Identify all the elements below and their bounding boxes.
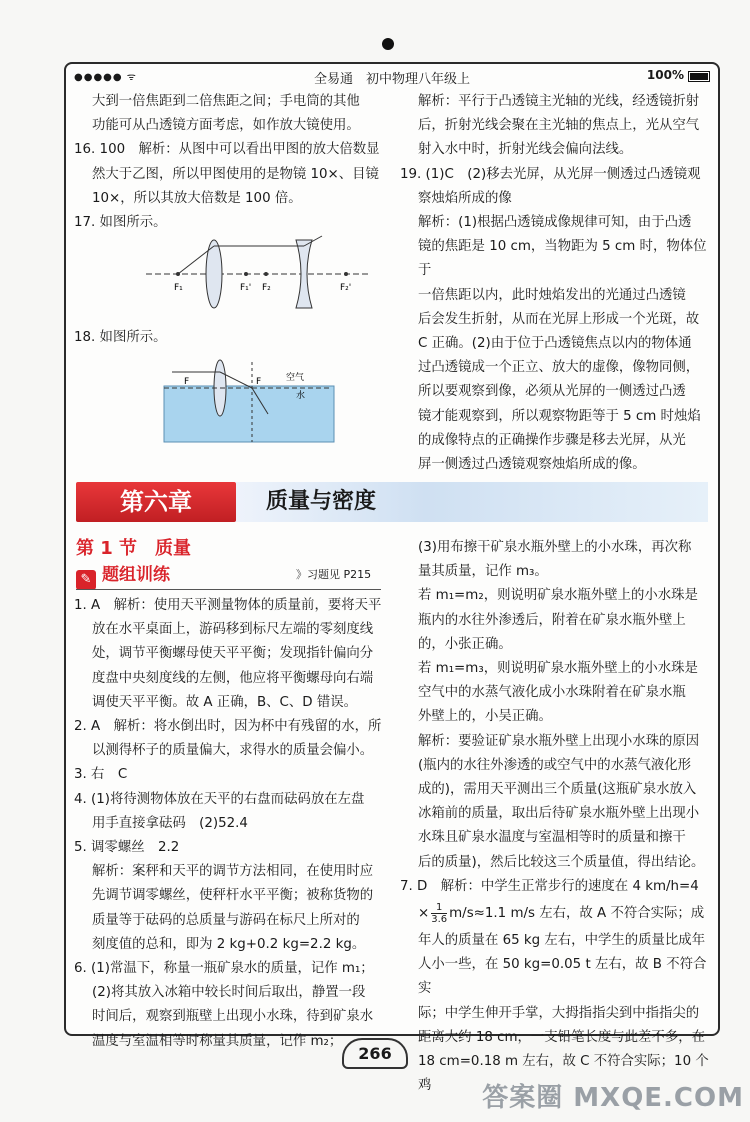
lens-diagram-17 (136, 234, 376, 314)
answer-2: 2. A 解析：将水倒出时，因为杯中有残留的水，所 (74, 719, 382, 735)
text-line: 射入水中时，折射光线会偏向法线。 (418, 142, 633, 158)
text-line: 质量等于砝码的总质量与游码在标尺上所对的 (92, 912, 360, 928)
book-title: 全易通 初中物理八年级上 (313, 72, 470, 87)
chapter-banner (76, 474, 708, 530)
right-bottom-column (400, 536, 712, 1098)
fraction (431, 902, 447, 925)
status-bar (66, 64, 718, 88)
text-line: 若 m₁=m₂，则说明矿泉水瓶外壁上的小水珠是 (418, 588, 698, 604)
answer-6: 6. (1)常温下，称量一瓶矿泉水的质量，记作 m₁； (74, 961, 374, 977)
text-line: 的成像特点的正确操作步骤是移去光屏，从光 (418, 432, 686, 448)
focus-label: F₁' (240, 283, 252, 293)
text-line: 外壁上的，小吴正确。 (418, 709, 552, 725)
text-line: 调使天平平衡。故 A 正确，B、C、D 错误。 (92, 694, 358, 710)
text-line: 解析：案秤和天平的调节方法相同，在使用时应 (92, 864, 374, 880)
text-line: 人小一些，在 50 kg=0.05 t 左右，故 B 不符合实 (418, 957, 707, 997)
text-line: 空气中的水蒸气液化成小水珠附着在矿泉水瓶 (418, 685, 686, 701)
practice-label: 题组训练 (102, 565, 170, 585)
text-line: 镜的焦距是 10 cm，当物距为 5 cm 时，物体位于 (418, 239, 707, 279)
right-top-column (400, 90, 712, 477)
text-line: 解析：平行于凸透镜主光轴的光线，经透镜折射 (418, 94, 700, 109)
text-line: (2)将其放入冰箱中较长时间后取出，静置一段 (92, 985, 366, 1001)
text-line: 量其质量，记作 m₃。 (418, 564, 548, 580)
battery-level: 100% (646, 68, 684, 82)
left-bottom-column (74, 594, 384, 1054)
answer-18-block (74, 326, 384, 350)
text-line: 时间后，观察到瓶壁上出现小水珠，待到矿泉水 (92, 1009, 374, 1025)
text-line: (3)用布擦干矿泉水瓶外壁上的小水珠，再次称 (418, 540, 692, 555)
text-line: 处，调节平衡螺母使天平平衡；发现指针偏向分 (92, 646, 374, 662)
answer-5: 5. 调零螺丝 2.2 (74, 840, 180, 856)
text-line: 10×，所以其放大倍数是 100 倍。 (92, 190, 302, 206)
chapter-title: 质量与密度 (266, 489, 377, 514)
left-top-column (74, 90, 384, 235)
text-line: 18 cm=0.18 m 左右，故 C 不符合实际；10 个鸡 (418, 1054, 709, 1094)
answer-7: 7. D 解析：中学生正常步行的速度在 4 km/h=4 (400, 878, 699, 894)
top-dot (382, 38, 394, 50)
chapter-number: 第六章 (76, 482, 236, 522)
refraction-diagram-18 (164, 358, 334, 444)
answer-7-fraction-line: × $\frac{1}{3.6}$ m/s≈1.1 m/s 左右，故 A 不符合实际；成 (418, 901, 705, 925)
answer-3: 3. 右 C (74, 767, 128, 783)
fraction-numerator: 1 (431, 902, 447, 914)
answer-4: 4. (1)将待测物体放在天平的右盘而砝码放在左盘 (74, 791, 365, 807)
text-line: 功能可从凸透镜方面考虑，如作放大镜使用。 (92, 118, 360, 134)
fraction-denominator: 3.6 (431, 913, 448, 925)
text-line: 一倍焦距以内，此时烛焰发出的光通过凸透镜 (418, 287, 686, 303)
battery-icon (688, 71, 710, 82)
text-line: 水珠且矿泉水温度与室温相等时的质量和擦干 (418, 830, 686, 846)
text-line: 放在水平桌面上，游码移到标尺左端的零刻度线 (92, 622, 374, 638)
text-line: 若 m₁=m₃，则说明矿泉水瓶外壁上的小水珠是 (418, 661, 698, 677)
text-line: 际；中学生伸开手掌，大拇指指尖到中指指尖的 (418, 1005, 700, 1021)
text-line: 屏一侧透过凸透镜观察烛焰所成的像。 (418, 457, 646, 473)
focus-label: F₂' (340, 283, 352, 293)
text-line: 后，折射光线会聚在主光轴的焦点上，光从空气 (418, 118, 700, 134)
answer-1: 1. A 解析：使用天平测量物体的质量前，要将天平 (74, 598, 382, 613)
page-number: 266 (342, 1038, 407, 1069)
focus-label: F (184, 377, 190, 387)
answer-19: 19. (1)C (2)移去光屏，从光屏一侧透过凸透镜观 (400, 166, 701, 182)
text-line: 察烛焰所成的像 (418, 190, 512, 206)
text-line: 用手直接拿砝码 (2)52.4 (92, 815, 248, 831)
medium-label: 水 (296, 391, 306, 401)
text-line: 所以要观察到像，必须从光屏的一侧透过凸透 (418, 384, 686, 400)
focus-label: F (256, 377, 262, 387)
text-line: 后会发生折射，从而在光屏上形成一个光斑，故 (418, 311, 700, 327)
text-line: 以测得杯子的质量偏大，求得水的质量会偏小。 (92, 743, 374, 759)
answer-17: 17. 如图所示。 (74, 215, 167, 231)
answer-16: 16. 100 解析：从图中可以看出甲图的放大倍数显 (74, 142, 380, 158)
text-line: 度盘中央刻度线的左侧，他应将平衡螺母向右端 (92, 670, 374, 686)
signal-icon: ●●●●● ᯤ (74, 72, 137, 83)
text-line: 然大于乙图，所以甲图使用的是物镜 10×、目镜 (92, 166, 379, 182)
medium-label: 空气 (286, 373, 305, 383)
pencil-icon: ✎ (76, 570, 96, 590)
text-line: 镜才能观察到，所以观察物距等于 5 cm 时烛焰 (418, 408, 701, 424)
text-line: 的，小张正确。 (418, 636, 512, 652)
watermark: 答案圈 MXQE.COM (482, 1083, 744, 1113)
text-line: 温度与室温相等时称量其质量，记作 m₂； (92, 1033, 343, 1049)
text-line: 年人的质量在 65 kg 左右，中学生的质量比成年 (418, 933, 706, 949)
section-title: 第 1 节 质量 (76, 538, 192, 559)
focus-label: F₁ (174, 283, 183, 293)
answer-18: 18. 如图所示。 (74, 330, 167, 345)
text-line: 解析：要验证矿泉水瓶外壁上出现小水珠的原因 (418, 733, 700, 749)
divider (76, 589, 381, 590)
exercise-reference: 》习题见 P215 (296, 568, 372, 581)
text-line: 成的)，需用天平测出三个质量(这瓶矿泉水放入 (418, 782, 697, 798)
practice-heading (76, 560, 170, 590)
text-line: 距离大约 18 cm，一支铅笔长度与此差不多，在 (418, 1029, 705, 1045)
text-line: 解析：(1)根据凸透镜成像规律可知，由于凸透 (418, 215, 692, 231)
text-line: 瓶内的水往外渗透后，附着在矿泉水瓶外壁上 (418, 612, 686, 628)
text-line: 先调节调零螺丝，使秤杆水平平衡；被称货物的 (92, 888, 374, 904)
text-line: m/s≈1.1 m/s 左右，故 A 不符合实际；成 (449, 906, 705, 922)
text-line: 过凸透镜成一个正立、放大的虚像，像物同侧， (418, 360, 700, 376)
text-line: 冰箱前的质量，取出后待矿泉水瓶外壁上出现小 (418, 806, 700, 822)
page-footer (0, 1038, 750, 1069)
text-line: (瓶内的水往外渗透的或空气中的水蒸气液化形 (418, 757, 692, 773)
text-line: 后的质量)，然后比较这三个质量值，得出结论。 (418, 854, 705, 870)
focus-label: F₂ (262, 283, 271, 293)
text-line: C 正确。(2)由于位于凸透镜焦点以内的物体通 (418, 336, 692, 352)
text-line: 刻度值的总和，即为 2 kg+0.2 kg=2.2 kg。 (92, 936, 366, 952)
text-line: 大到一倍焦距到二倍焦距之间；手电筒的其他 (92, 94, 360, 109)
